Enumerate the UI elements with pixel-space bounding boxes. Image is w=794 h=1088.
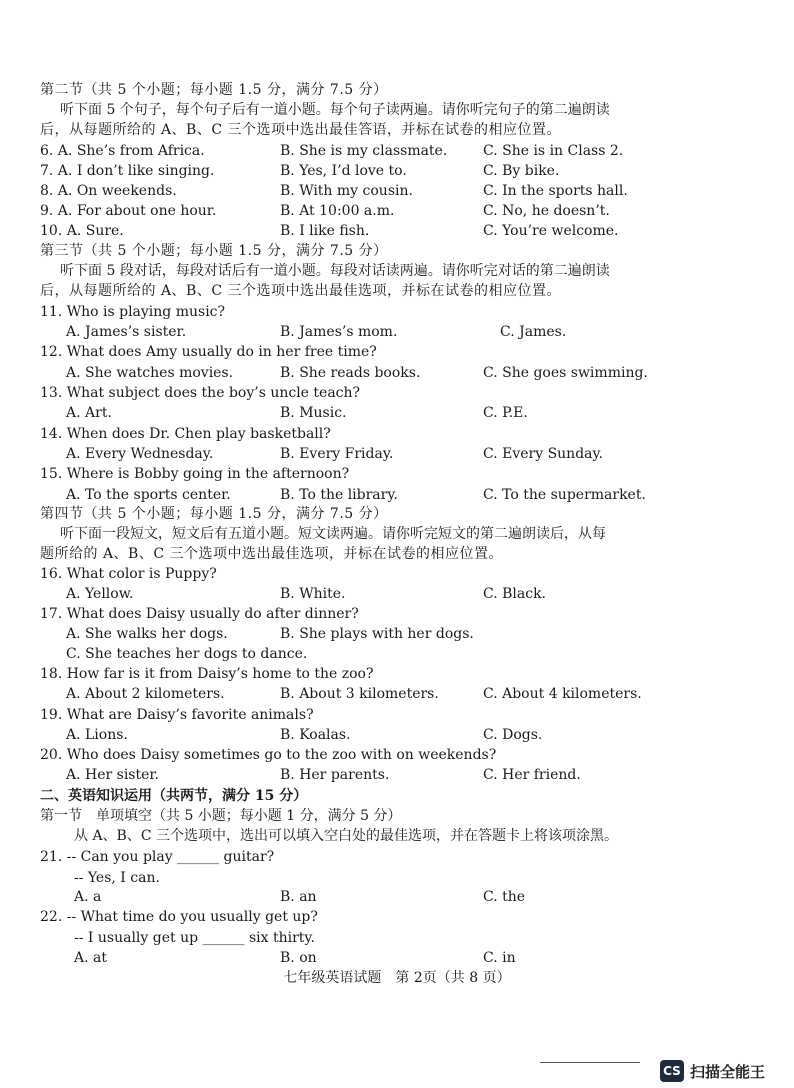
option-b[interactable]: B. About 3 kilometers. xyxy=(280,686,439,702)
scanner-watermark xyxy=(660,1058,765,1084)
option-c[interactable]: C. She is in Class 2. xyxy=(483,143,624,159)
options-row xyxy=(0,684,794,704)
dialogue-row xyxy=(0,868,794,888)
option-a[interactable]: A. a xyxy=(74,889,102,905)
question-stem-row xyxy=(0,302,794,322)
option-c[interactable]: C. To the supermarket. xyxy=(483,487,646,503)
section2-instruction: 听下面 5 个句子，每个句子后有一道小题。每个句子读两遍。请你听完句子的第二遍朗读 xyxy=(60,102,610,118)
option-b[interactable]: B. She is my classmate. xyxy=(280,143,448,159)
question-stem-row xyxy=(0,664,794,684)
section2-instruction: 后，从每题所给的 A、B、C 三个选项中选出最佳答语，并标在试卷的相应位置。 xyxy=(40,122,562,138)
option-c[interactable]: C. She goes swimming. xyxy=(483,365,648,381)
option-a[interactable]: 7. A. I don’t like singing. xyxy=(40,163,215,179)
option-b[interactable]: B. I like fish. xyxy=(280,223,370,239)
option-b[interactable]: B. Koalas. xyxy=(280,727,351,743)
option-a[interactable]: 9. A. For about one hour. xyxy=(40,203,217,219)
part2-heading-row xyxy=(0,786,794,806)
option-a[interactable]: A. Yellow. xyxy=(66,586,134,602)
question-stem: 11. Who is playing music? xyxy=(40,304,226,320)
option-b[interactable]: B. an xyxy=(280,889,317,905)
question-row xyxy=(0,221,794,241)
option-a[interactable]: 6. A. She’s from Africa. xyxy=(40,143,205,159)
option-c[interactable]: C. In the sports hall. xyxy=(483,183,628,199)
question-stem: 16. What color is Puppy? xyxy=(40,566,217,582)
option-c[interactable]: C. Black. xyxy=(483,586,546,602)
question-stem: 22. -- What time do you usually get up? xyxy=(40,909,318,925)
question-stem-row xyxy=(0,847,794,867)
part2-instruction-row xyxy=(0,826,794,846)
question-stem: 20. Who does Daisy sometimes go to the zoo with on weekends? xyxy=(40,747,497,763)
question-stem-row xyxy=(0,342,794,362)
section4-heading: 第四节（共 5 个小题；每小题 1.5 分，满分 7.5 分） xyxy=(40,506,388,522)
question-stem: 15. Where is Bobby going in the afternoon? xyxy=(40,466,350,482)
options-row xyxy=(0,765,794,785)
section2-instr-row1 xyxy=(0,100,794,120)
options-row xyxy=(0,322,794,342)
question-stem-row xyxy=(0,604,794,624)
question-stem-row xyxy=(0,424,794,444)
options-row xyxy=(0,644,794,664)
question-stem: 21. -- Can you play ______ guitar? xyxy=(40,849,275,865)
options-row xyxy=(0,624,794,644)
question-stem: 14. When does Dr. Chen play basketball? xyxy=(40,426,331,442)
question-stem-row xyxy=(0,705,794,725)
option-b[interactable]: B. Music. xyxy=(280,405,347,421)
option-c[interactable]: C. the xyxy=(483,889,526,905)
option-c[interactable]: C. Dogs. xyxy=(483,727,543,743)
question-row xyxy=(0,201,794,221)
option-a[interactable]: A. Art. xyxy=(66,405,112,421)
section3-instr-row2 xyxy=(0,281,794,301)
option-b[interactable]: B. She plays with her dogs. xyxy=(280,626,474,642)
part2-heading: 二、英语知识运用（共两节，满分 15 分） xyxy=(40,788,308,804)
option-b[interactable]: B. on xyxy=(280,950,317,966)
option-b[interactable]: B. With my cousin. xyxy=(280,183,413,199)
option-a[interactable]: A. She walks her dogs. xyxy=(66,626,228,642)
question-row xyxy=(0,161,794,181)
option-a[interactable]: 8. A. On weekends. xyxy=(40,183,177,199)
section3-heading: 第三节（共 5 个小题；每小题 1.5 分，满分 7.5 分） xyxy=(40,243,388,259)
dialogue-reply: -- Yes, I can. xyxy=(74,870,160,886)
option-b[interactable]: B. At 10:00 a.m. xyxy=(280,203,395,219)
option-c[interactable]: C. James. xyxy=(500,324,567,340)
option-a[interactable]: A. at xyxy=(74,950,107,966)
option-c[interactable]: C. You’re welcome. xyxy=(483,223,619,239)
question-stem-row xyxy=(0,564,794,584)
question-row xyxy=(0,181,794,201)
section2-heading-row xyxy=(0,80,794,100)
watermark-text: 扫描全能王 xyxy=(690,1062,766,1081)
option-c[interactable]: C. No, he doesn’t. xyxy=(483,203,610,219)
section3-instruction: 后，从每题所给的 A、B、C 三个选项中选出最佳选项，并标在试卷的相应位置。 xyxy=(40,283,562,299)
dialogue-row xyxy=(0,928,794,948)
question-stem-row xyxy=(0,745,794,765)
part2-instruction: 从 A、B、C 三个选项中，选出可以填入空白处的最佳选项，并在答题卡上将该项涂黑。 xyxy=(74,828,619,844)
option-c[interactable]: C. About 4 kilometers. xyxy=(483,686,642,702)
option-a[interactable]: A. About 2 kilometers. xyxy=(66,686,225,702)
option-b[interactable]: B. To the library. xyxy=(280,487,398,503)
section2-heading: 第二节（共 5 个小题；每小题 1.5 分，满分 7.5 分） xyxy=(40,82,388,98)
option-c[interactable]: C. P.E. xyxy=(483,405,528,421)
option-a[interactable]: A. Her sister. xyxy=(66,767,160,783)
section3-instruction: 听下面 5 段对话，每段对话后有一道小题。每段对话读两遍。请你听完对话的第二遍朗读 xyxy=(60,263,610,279)
option-c[interactable]: C. Every Sunday. xyxy=(483,446,604,462)
question-stem-row xyxy=(0,383,794,403)
question-stem: 18. How far is it from Daisy’s home to the zoo? xyxy=(40,666,374,682)
section2-instr-row2 xyxy=(0,120,794,140)
option-c[interactable]: C. Her friend. xyxy=(483,767,581,783)
question-stem: 19. What are Daisy’s favorite animals? xyxy=(40,707,314,723)
section3-heading-row xyxy=(0,241,794,261)
page-footer: 七年级英语试题 第 2页（共 8 页） xyxy=(283,970,511,986)
options-row xyxy=(0,444,794,464)
option-a[interactable]: A. She watches movies. xyxy=(66,365,234,381)
options-row xyxy=(0,584,794,604)
question-stem-row xyxy=(0,907,794,927)
camscanner-logo-icon: CS xyxy=(660,1060,684,1082)
options-row xyxy=(0,403,794,423)
option-b[interactable]: B. James’s mom. xyxy=(280,324,398,340)
option-b[interactable]: B. Her parents. xyxy=(280,767,390,783)
question-stem: 17. What does Daisy usually do after dinner? xyxy=(40,606,359,622)
option-c[interactable]: C. in xyxy=(483,950,516,966)
option-c[interactable]: C. By bike. xyxy=(483,163,560,179)
option-a[interactable]: A. Lions. xyxy=(66,727,128,743)
options-row xyxy=(0,887,794,907)
option-b[interactable]: B. Yes, I’d love to. xyxy=(280,163,407,179)
question-stem: 13. What subject does the boy’s uncle teach? xyxy=(40,385,361,401)
options-row xyxy=(0,363,794,383)
option-a[interactable]: A. Every Wednesday. xyxy=(66,446,214,462)
option-a[interactable]: A. To the sports center. xyxy=(66,487,231,503)
question-stem-row xyxy=(0,464,794,484)
option-a[interactable]: A. James’s sister. xyxy=(66,324,187,340)
section4-instruction: 听下面一段短文，短文后有五道小题。短文读两遍。请你听完短文的第二遍朗读后，从每 xyxy=(60,526,606,542)
section4-instr-row1 xyxy=(0,524,794,544)
footer-divider xyxy=(540,1062,640,1063)
section4-instruction: 题所给的 A、B、C 三个选项中选出最佳选项，并标在试卷的相应位置。 xyxy=(40,546,504,562)
option-b[interactable]: B. She reads books. xyxy=(280,365,421,381)
option-b[interactable]: B. White. xyxy=(280,586,346,602)
options-row xyxy=(0,725,794,745)
option-c[interactable]: C. She teaches her dogs to dance. xyxy=(66,646,308,662)
part2-subheading: 第一节 单项填空（共 5 小题；每小题 1 分，满分 5 分） xyxy=(40,808,402,824)
question-stem: 12. What does Amy usually do in her free time? xyxy=(40,344,377,360)
dialogue-reply: -- I usually get up ______ six thirty. xyxy=(74,930,315,946)
option-a[interactable]: 10. A. Sure. xyxy=(40,223,124,239)
part2-subheading-row xyxy=(0,806,794,826)
section4-instr-row2 xyxy=(0,544,794,564)
question-row xyxy=(0,141,794,161)
option-b[interactable]: B. Every Friday. xyxy=(280,446,394,462)
options-row xyxy=(0,485,794,505)
options-row xyxy=(0,948,794,968)
section3-instr-row1 xyxy=(0,261,794,281)
section4-heading-row xyxy=(0,504,794,524)
